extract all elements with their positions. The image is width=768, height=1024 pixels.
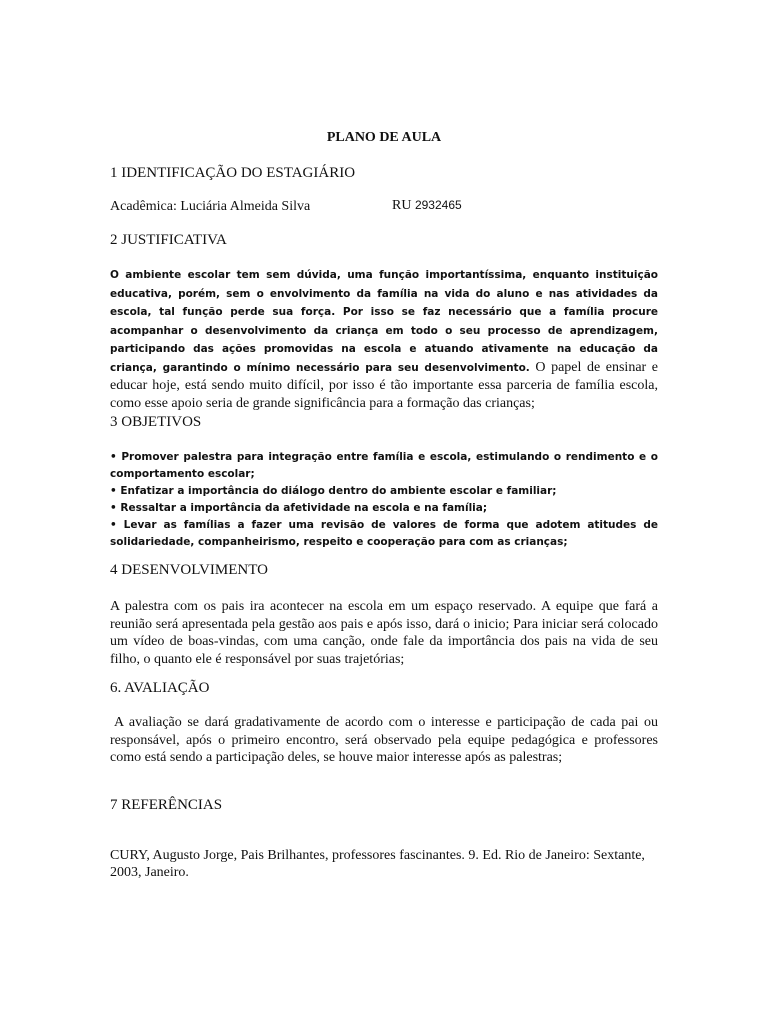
justificativa-paragraph: [110, 266, 658, 412]
section-heading-desenvolvimento: 4 DESENVOLVIMENTO: [110, 562, 268, 578]
section-heading-referencias: 7 REFERÊNCIAS: [110, 797, 223, 813]
section-heading-identificacao: 1 IDENTIFICAÇÃO DO ESTAGIÁRIO: [110, 165, 356, 181]
list-item: • Promover palestra para integração entre família e escola, estimulando o rendimento e o comportamento escolar;: [110, 451, 658, 480]
list-item: • Enfatizar a importância do diálogo dentro do ambiente escolar e familiar;: [110, 485, 557, 497]
justificativa-regular-text: O papel de ensinar e educar hoje, está sendo muito difícil, por isso é tão importante essa parceria de família escola, como esse apoio seria de grande significância para a formação das crianças;: [110, 359, 658, 411]
section-heading-objetivos: 3 OBJETIVOS: [110, 414, 202, 430]
justificativa-bold-text: O ambiente escolar tem sem dúvida, uma função importantíssima, enquanto instituição educativa, porém, sem o envolvimento da família na vida do aluno e nas atividades da escola, tal função perde sua força. Por isso se faz necessário que a família procure acompanhar o desenvolvimento da criança em todo o seu processo de aprendizagem, participando das ações promovidas na escola e atuando ativamente na educação da criança, garantindo o mínimo necessário para seu desenvolvimento.: [110, 269, 658, 374]
document-title: PLANO DE AULA: [326, 130, 442, 145]
objetivos-list: [110, 449, 658, 551]
academica-line: Acadêmica: Luciária Almeida Silva: [110, 199, 311, 214]
ru-field: [392, 198, 462, 214]
ru-label: RU: [392, 198, 415, 213]
section-heading-avaliacao: 6. AVALIAÇÃO: [110, 680, 210, 696]
list-item: • Ressaltar a importância da afetividade na escola e na família;: [110, 502, 488, 514]
ru-value: 2932465: [414, 198, 462, 212]
reference-entry: CURY, Augusto Jorge, Pais Brilhantes, professores fascinantes. 9. Ed. Rio de Janeiro: Sextante, 2003, Janeiro.: [110, 848, 645, 880]
section-heading-justificativa: 2 JUSTIFICATIVA: [110, 232, 227, 248]
list-item: • Levar as famílias a fazer uma revisão de valores de forma que adotem atitudes de solidariedade, companheirismo, respeito e cooperação para com as crianças;: [110, 519, 658, 548]
desenvolvimento-paragraph: A palestra com os pais ira acontecer na escola em um espaço reservado. A equipe que fará a reunião será apresentada pela gestão aos pais e após isso, dará o inicio; Para iniciar será colocado um vídeo de boas-vindas, com uma canção, onde fale da importância dos pais na vida de seu filho, o quanto ele é responsável por suas trajetórias;: [110, 599, 658, 667]
avaliacao-paragraph: A avaliação se dará gradativamente de acordo com o interesse e participação de cada pai ou responsável, após o primeiro encontro, será observado pela equipe pedagógica e professores como está sendo a participação deles, se houve maior interesse após as palestras;: [110, 715, 658, 765]
